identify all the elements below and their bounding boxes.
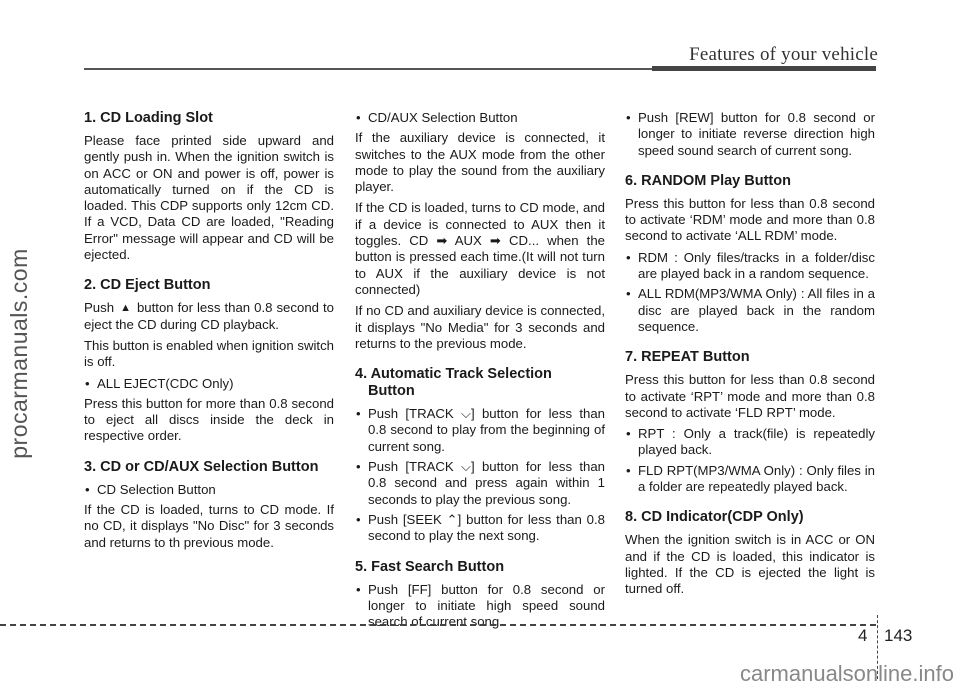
paragraph	[84, 300, 334, 333]
paragraph: This button is enabled when ignition switch is off.	[84, 337, 334, 370]
section-cd-eject-button	[84, 277, 334, 444]
eject-icon: ▲	[120, 302, 131, 315]
footer-watermark: carmanualsonline.info	[739, 661, 954, 686]
column-1	[84, 110, 334, 565]
bullet-item: • CD/AUX Selection Button	[355, 110, 605, 126]
paragraph: Please face printed side upward and gently push in. When the ignition switch is on ACC or ON and power is off, power is automatically turned on if the CD is loaded. This CDP supports only 12cm CD. If a VCD, Data CD are loaded, "Reading Error" message will appear and CD will be ejected.	[84, 133, 334, 263]
section-repeat	[625, 349, 875, 495]
header-rule-accent	[652, 66, 876, 71]
paragraph: If the CD is loaded, turns to CD mode. If no CD, it displays "No Disc" for 3 seconds and returns to th previous mode.	[84, 502, 334, 550]
chapter-number: 4	[858, 626, 868, 645]
title-line-2: Button	[368, 383, 415, 400]
section-title: 2. CD Eject Button	[84, 277, 211, 294]
section-cd-loading-slot	[84, 110, 334, 263]
section-title: 1. CD Loading Slot	[84, 110, 213, 126]
section-title: 6. RANDOM Play Button	[625, 172, 791, 189]
paragraph: If the CD is loaded, turns to CD mode, and if a device is connected to AUX then it toggles. CD ➡ AUX ➡ CD... when the button is pressed each time.(It will not turn to AUX if the auxiliary device is not connected)	[355, 200, 605, 297]
section-cd-indicator	[625, 509, 875, 597]
bullet-item: • Push [FF] button for 0.8 second or longer to initiate high speed sound search of current song.	[355, 582, 605, 631]
bullet-item: • Push [REW] button for 0.8 second or longer to initiate reverse direction high speed sound search of current song.	[625, 110, 875, 159]
bullet-item: • Push [SEEK ⌃] button for less than 0.8 second to play the next song.	[355, 512, 605, 545]
paragraph: Press this button for more than 0.8 second to eject all discs inside the deck in respective order.	[84, 395, 334, 444]
footer-rule	[0, 624, 876, 626]
bullet-item: • ALL EJECT(CDC Only)	[84, 376, 334, 392]
title-line-1: 4. Automatic Track Selection	[355, 366, 552, 383]
page-number: 143	[884, 626, 913, 645]
bullet-item: • Push [TRACK ⌵] button for less than 0.8 second to play from the beginning of current song.	[355, 406, 605, 455]
section-random-play	[625, 173, 875, 335]
column-2	[355, 110, 605, 644]
text-fragment: button for less than 0.8 second to eject the CD during CD playback.	[84, 300, 334, 332]
bullet-item: • RPT : Only a track(file) is repeatedly played back.	[625, 426, 875, 459]
column-3	[625, 110, 875, 612]
section-automatic-track-selection	[355, 366, 605, 544]
bullet-item: • CD Selection Button	[84, 482, 334, 498]
bullet-item: • RDM : Only files/tracks in a folder/disc are played back in a random sequence.	[625, 250, 875, 283]
section-fast-search	[355, 559, 605, 631]
paragraph: Press this button for less than 0.8 second to activate ‘RPT’ mode and more than 0.8 second to activate ‘FLD RPT’ mode.	[625, 372, 875, 420]
bullet-item: • ALL RDM(MP3/WMA Only) : All files in a disc are played back in the random sequence.	[625, 286, 875, 335]
section-fast-search-continued	[625, 110, 875, 159]
page-header-title: Features of your vehicle	[689, 44, 878, 65]
section-title: 7. REPEAT Button	[625, 349, 750, 366]
section-title	[355, 366, 605, 400]
bullet-item: • FLD RPT(MP3/WMA Only) : Only files in a folder are repeatedly played back.	[625, 463, 875, 496]
section-cd-aux-continued	[355, 110, 605, 352]
paragraph: When the ignition switch is in ACC or ON and if the CD is loaded, this indicator is lighted. If the CD is ejected the light is turned off.	[625, 532, 875, 597]
text-fragment: Push	[84, 300, 115, 316]
side-watermark: procarmanuals.com	[5, 248, 32, 459]
paragraph: If the auxiliary device is connected, it switches to the AUX mode from the other mode to play the sound from the auxiliary player.	[355, 130, 605, 195]
section-title: 3. CD or CD/AUX Selection Button	[84, 458, 319, 475]
paragraph: If no CD and auxiliary device is connected, it displays "No Media" for 3 seconds and returns to the previous mode.	[355, 303, 605, 351]
bullet-item: • Push [TRACK ⌵] button for less than 0.8 second and press again within 1 seconds to play the previous song.	[355, 459, 605, 508]
section-title: 5. Fast Search Button	[355, 558, 505, 575]
section-title: 8. CD Indicator(CDP Only)	[625, 509, 804, 526]
section-cd-aux-selection	[84, 459, 334, 551]
paragraph: Press this button for less than 0.8 second to activate ‘RDM’ mode and more than 0.8 second to activate ‘ALL RDM’ mode.	[625, 195, 875, 244]
